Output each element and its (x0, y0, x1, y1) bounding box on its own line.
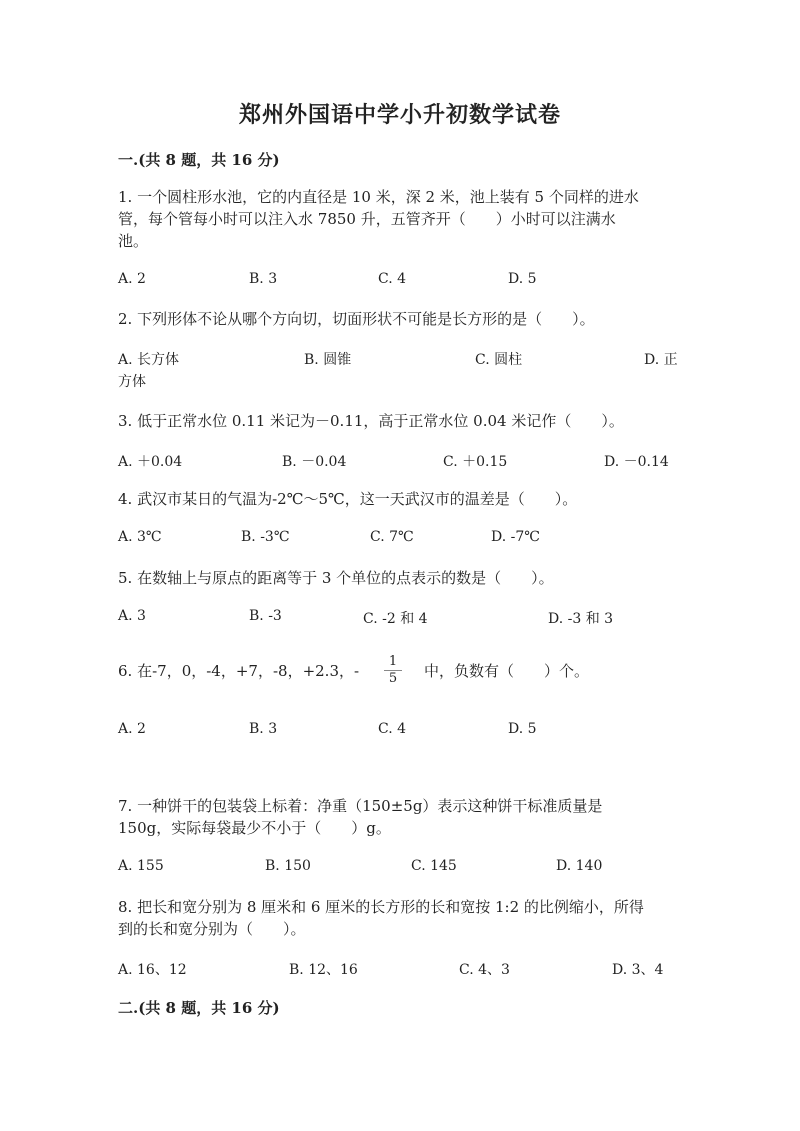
section-heading-2: 二.(共 8 题，共 16 分) (118, 999, 280, 1017)
option-b: B. －0.04 (282, 454, 347, 470)
option-b: B. -3℃ (241, 529, 290, 545)
question-text: 150g，实际每袋最少不小于（ ）g。 (118, 819, 391, 837)
option-c: C. 4 (378, 271, 407, 287)
option-d: D. 140 (556, 858, 603, 874)
question-text: 8. 把长和宽分别为 8 厘米和 6 厘米的长方形的长和宽按 1:2 的比例缩小，所得 (118, 898, 644, 916)
option-c: C. 圆柱 (475, 352, 523, 368)
option-d: D. 5 (508, 721, 537, 737)
question-text: 7. 一种饼干的包装袋上标着：净重（150±5g）表示这种饼干标准质量是 (118, 797, 603, 815)
option-b: B. 12、16 (289, 962, 358, 978)
option-a: A. 长方体 (118, 352, 180, 368)
option-d: D. 5 (508, 271, 537, 287)
option-c: C. ＋0.15 (443, 454, 508, 470)
page-title: 郑州外国语中学小升初数学试卷 (238, 102, 561, 128)
option-d: D. 正 (644, 352, 678, 368)
question-text: 5. 在数轴上与原点的距离等于 3 个单位的点表示的数是（ ）。 (118, 569, 554, 587)
option-a: A. 3 (118, 608, 146, 624)
option-d-wrap: 方体 (118, 374, 146, 390)
question-text: 管，每个管每小时可以注入水 7850 升，五管齐开（ ）小时可以注满水 (118, 210, 616, 228)
question-text: 4. 武汉市某日的气温为-2℃～5℃，这一天武汉市的温差是（ ）。 (118, 490, 578, 508)
option-d: D. -3 和 3 (548, 611, 614, 627)
question-text: 3. 低于正常水位 0.11 米记为－0.11，高于正常水位 0.04 米记作（ ）。 (118, 412, 624, 430)
option-a: A. 2 (118, 271, 146, 287)
option-b: B. 3 (249, 271, 278, 287)
option-b: B. 3 (249, 721, 278, 737)
option-d: D. -7℃ (491, 529, 540, 545)
option-a: A. 3℃ (118, 529, 162, 545)
option-a: A. 155 (118, 858, 164, 874)
fraction-denominator: 5 (388, 671, 398, 686)
option-a: A. ＋0.04 (118, 454, 183, 470)
question-text-continued: 中，负数有（ ）个。 (424, 662, 590, 680)
option-b: B. 圆锥 (304, 352, 352, 368)
question-text: 池。 (118, 232, 149, 250)
option-a: A. 2 (118, 721, 146, 737)
question-text: 1. 一个圆柱形水池，它的内直径是 10 米，深 2 米，池上装有 5 个同样的进水 (118, 188, 639, 206)
option-c: C. 4 (378, 721, 407, 737)
section-heading-1: 一.(共 8 题，共 16 分) (118, 151, 280, 169)
option-c: C. 4、3 (459, 962, 510, 978)
fraction (384, 654, 402, 687)
option-d: D. 3、4 (612, 962, 664, 978)
option-a: A. 16、12 (118, 962, 187, 978)
option-b: B. 150 (265, 858, 311, 874)
fraction-numerator: 1 (384, 654, 402, 671)
option-b: B. -3 (249, 608, 282, 624)
question-text: 到的长和宽分别为（ ）。 (118, 920, 306, 938)
option-c: C. 7℃ (370, 529, 414, 545)
option-c: C. 145 (411, 858, 457, 874)
question-text: 6. 在-7，0，-4，+7，-8，+2.3，- (118, 662, 360, 680)
option-c: C. -2 和 4 (363, 611, 428, 627)
option-d: D. －0.14 (604, 454, 669, 470)
question-text: 2. 下列形体不论从哪个方向切，切面形状不可能是长方形的是（ ）。 (118, 310, 595, 328)
